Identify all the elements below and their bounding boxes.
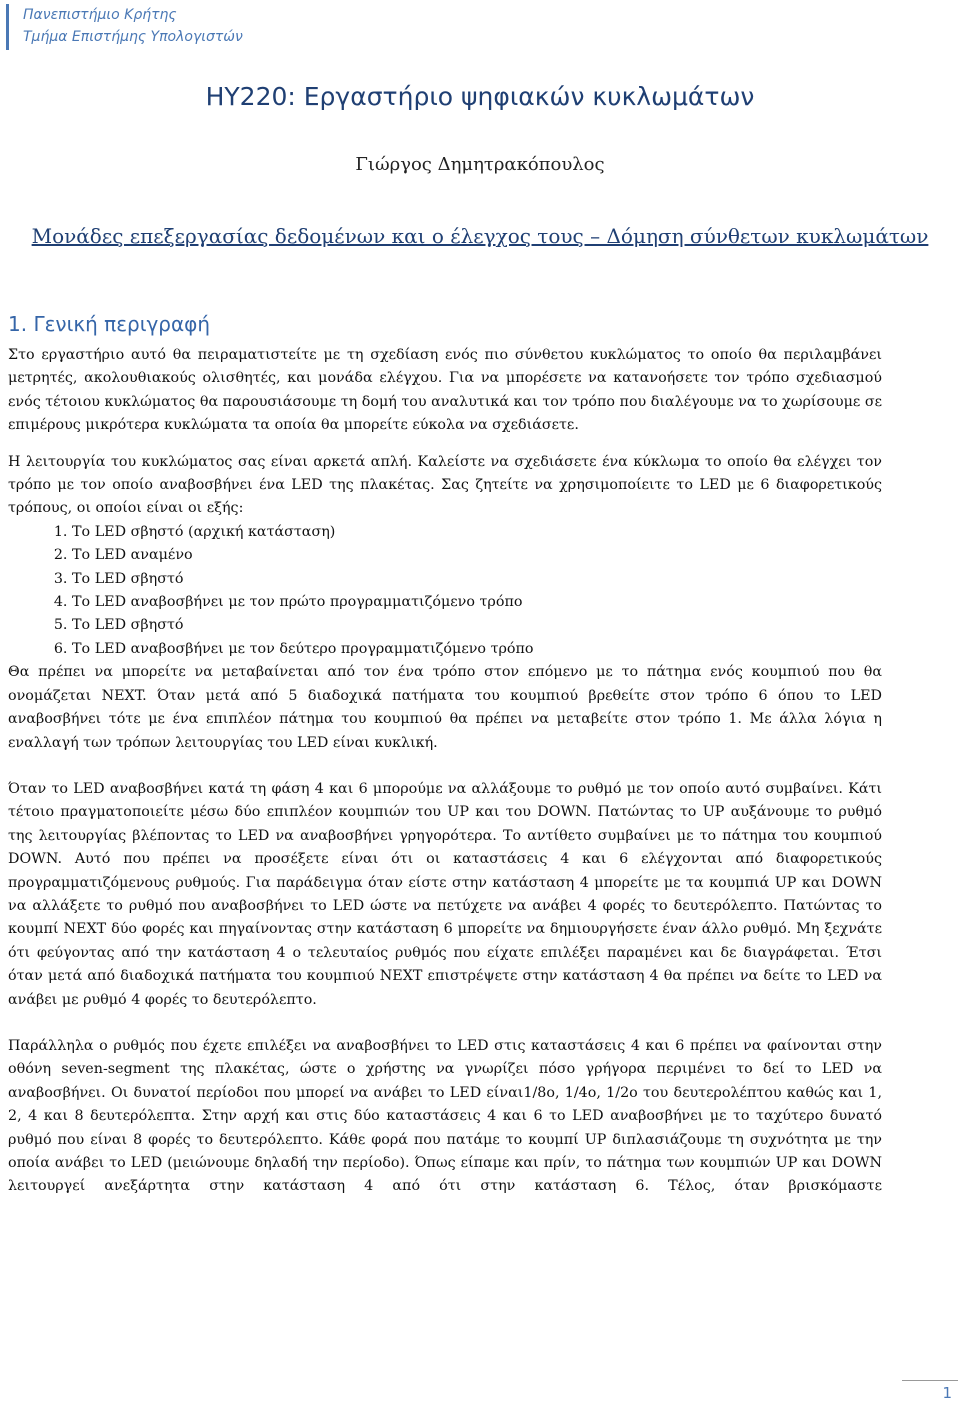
led-mode-list — [8, 521, 882, 661]
list-item: 6. Το LED αναβοσβήνει με τον δεύτερο προγραμματιζόμενο τρόπο — [72, 638, 882, 661]
next-button-paragraph: Θα πρέπει να μπορείτε να μεταβαίνεται από τον ένα τρόπο στον επόμενο με το πάτημα ενός κουμπιού που θα ονομάζεται NEXT. Όταν μετά από 5 διαδοχικά πατήματα του κουμπιού βρεθείτε στον τρόπο 6 όπου το LED αναβοσβήνει τότε με ένα επιπλέον πάτημα του κουμπιού θα πρέπει να μεταβείτε στον τρόπο 1. Με άλλα λόγια η εναλλαγή των τρόπων λειτουργίας του LED είναι κυκλική. — [8, 664, 882, 751]
list-item: 5. Το LED σβηστό — [72, 614, 882, 637]
list-item: 2. Το LED αναμένο — [72, 544, 882, 567]
section-heading: 1. Γενική περιγραφή — [8, 312, 211, 336]
footer-divider — [902, 1380, 958, 1381]
university-name: Πανεπιστήμιο Κρήτης — [23, 7, 177, 23]
seven-segment-paragraph: Παράλληλα ο ρυθμός που έχετε επιλέξει να αναβοσβήνει το LED στις καταστάσεις 4 και 6 πρέπει να φαίνονται στην οθόνη seven-segment της πλακέτας, ώστε ο χρήστης να γνωρίζει πόσο γρήγορα περιμένει το δεί το LED να αναβοσβήνει. Οι δυνατοί περίοδοι που μπορεί να ανάβει το LED είναι1/8ο, 1/4ο, 1/2ο του δευτερολέπτου καθώς και 1, 2, 4 και 8 δευτερόλεπτα. Στην αρχή και στις δύο καταστάσεις 4 και 6 το LED αναβοσβήνει με το ταχύτερο δυνατό ρυθμό που είναι 8 φορές το δευτερόλεπτο. Κάθε φορά που πατάμε το κουμπί UP διπλασιάζουμε τη συχνότητα με την οποία ανάβει το LED (μειώνουμε δηλαδή την περίοδο). Όπως είπαμε και πρίν, το πάτημα των κουμπιών UP και DOWN λειτουργεί ανεξάρτητα στην κατάσταση 4 από ότι στην κατάσταση 6. Τέλος, όταν βρισκόμαστε — [8, 1037, 882, 1195]
operation-paragraph: Η λειτουργία του κυκλώματος σας είναι αρκετά απλή. Καλείστε να σχεδιάσετε ένα κύκλωμα το οποίο θα ελέγχει τον τρόπο με τον οποίο αναβοσβήνει ένα LED της πλακέτας. Σας ζητείτε να χρησιμοποίειτε το LED με 6 διαφορετικούς τρόπους, οι οποίοι είναι οι εξής: — [8, 453, 882, 517]
list-item: 1. Το LED σβηστό (αρχική κατάσταση) — [72, 521, 882, 544]
page-header — [6, 4, 243, 50]
document-title: ΗΥ220: Εργαστήριο ψηφιακών κυκλωμάτων — [205, 82, 755, 111]
list-item: 3. Το LED σβηστό — [72, 568, 882, 591]
section-body — [8, 344, 882, 1199]
intro-paragraph: Στο εργαστήριο αυτό θα πειραματιστείτε με τη σχεδίαση ενός πιο σύνθετου κυκλώματος το οποίο θα περιλαμβάνει μετρητές, ακολουθιακούς ολισθητές, και μονάδα ελέγχου. Για να μπορέσετε να κατανοήσετε τον τρόπο σχεδιασμού ενός τέτοιου κυκλώματος θα παρουσιάσουμε τη δομή του αναλυτικά και τον τρόπο που διαλέγουμε να το χωρίσουμε σε επιμέρους μικρότερα κυκλώματα τα οποία θα μπορείτε εύκολα να σχεδιάσετε. — [8, 347, 882, 434]
document-subtitle: Μονάδες επεξεργασίας δεδομένων και ο έλεγχος τους – Δόμηση σύνθετων κυκλωμάτων — [31, 224, 929, 248]
page-number: 1 — [942, 1384, 952, 1402]
up-down-paragraph: Όταν το LED αναβοσβήνει κατά τη φάση 4 και 6 μπορούμε να αλλάξουμε το ρυθμό με τον οποίο αυτό συμβαίνει. Κάτι τέτοιο πραγματοποιείτε μέσω δύο επιπλέον κουμπιών του UP και του DOWN. Πατώντας το UP αυξάνουμε το ρυθμό της λειτουργίας βλέποντας το LED να αναβοσβήνει γρηγορότερα. Το αντίθετο συμβαίνει με το πάτημα του κουμπιού DOWN. Αυτό που πρέπει να προσέξετε είναι ότι οι καταστάσεις 4 και 6 ελέγχονται από διαφορετικούς προγραμματιζόμενους ρυθμούς. Για παράδειγμα όταν είστε στην κατάσταση 4 μπορείτε με τα κουμπιά UP και DOWN να αλλάξετε το ρυθμό που αναβοσβήνει το LED ώστε να πετύχετε να ανάβει 4 φορές το δευτερόλεπτο. Πατώντας το κουμπί NEXT δύο φορές και πηγαίνοντας στην κατάσταση 6 μπορείτε να δημιουργήσετε έναν άλλο ρυθμό. Μη ξεχνάτε ότι φεύγοντας από την κατάσταση 4 ο τελευταίος ρυθμός που είχατε επιλέξει παραμένει και δε διαγράφεται. Έτσι όταν μετά από διαδοχικά πατήματα του κουμπιού NEXT επιστρέψετε στην κατάσταση 4 θα πρέπει να δείτε το LED να ανάβει με ρυθμό 4 φορές το δευτερόλεπτο. — [8, 780, 882, 1008]
department-name: Τμήμα Επιστήμης Υπολογιστών — [23, 29, 243, 45]
author-name: Γιώργος Δημητρακόπουλος — [355, 154, 605, 175]
list-item: 4. Το LED αναβοσβήνει με τον πρώτο προγραμματιζόμενο τρόπο — [72, 591, 882, 614]
